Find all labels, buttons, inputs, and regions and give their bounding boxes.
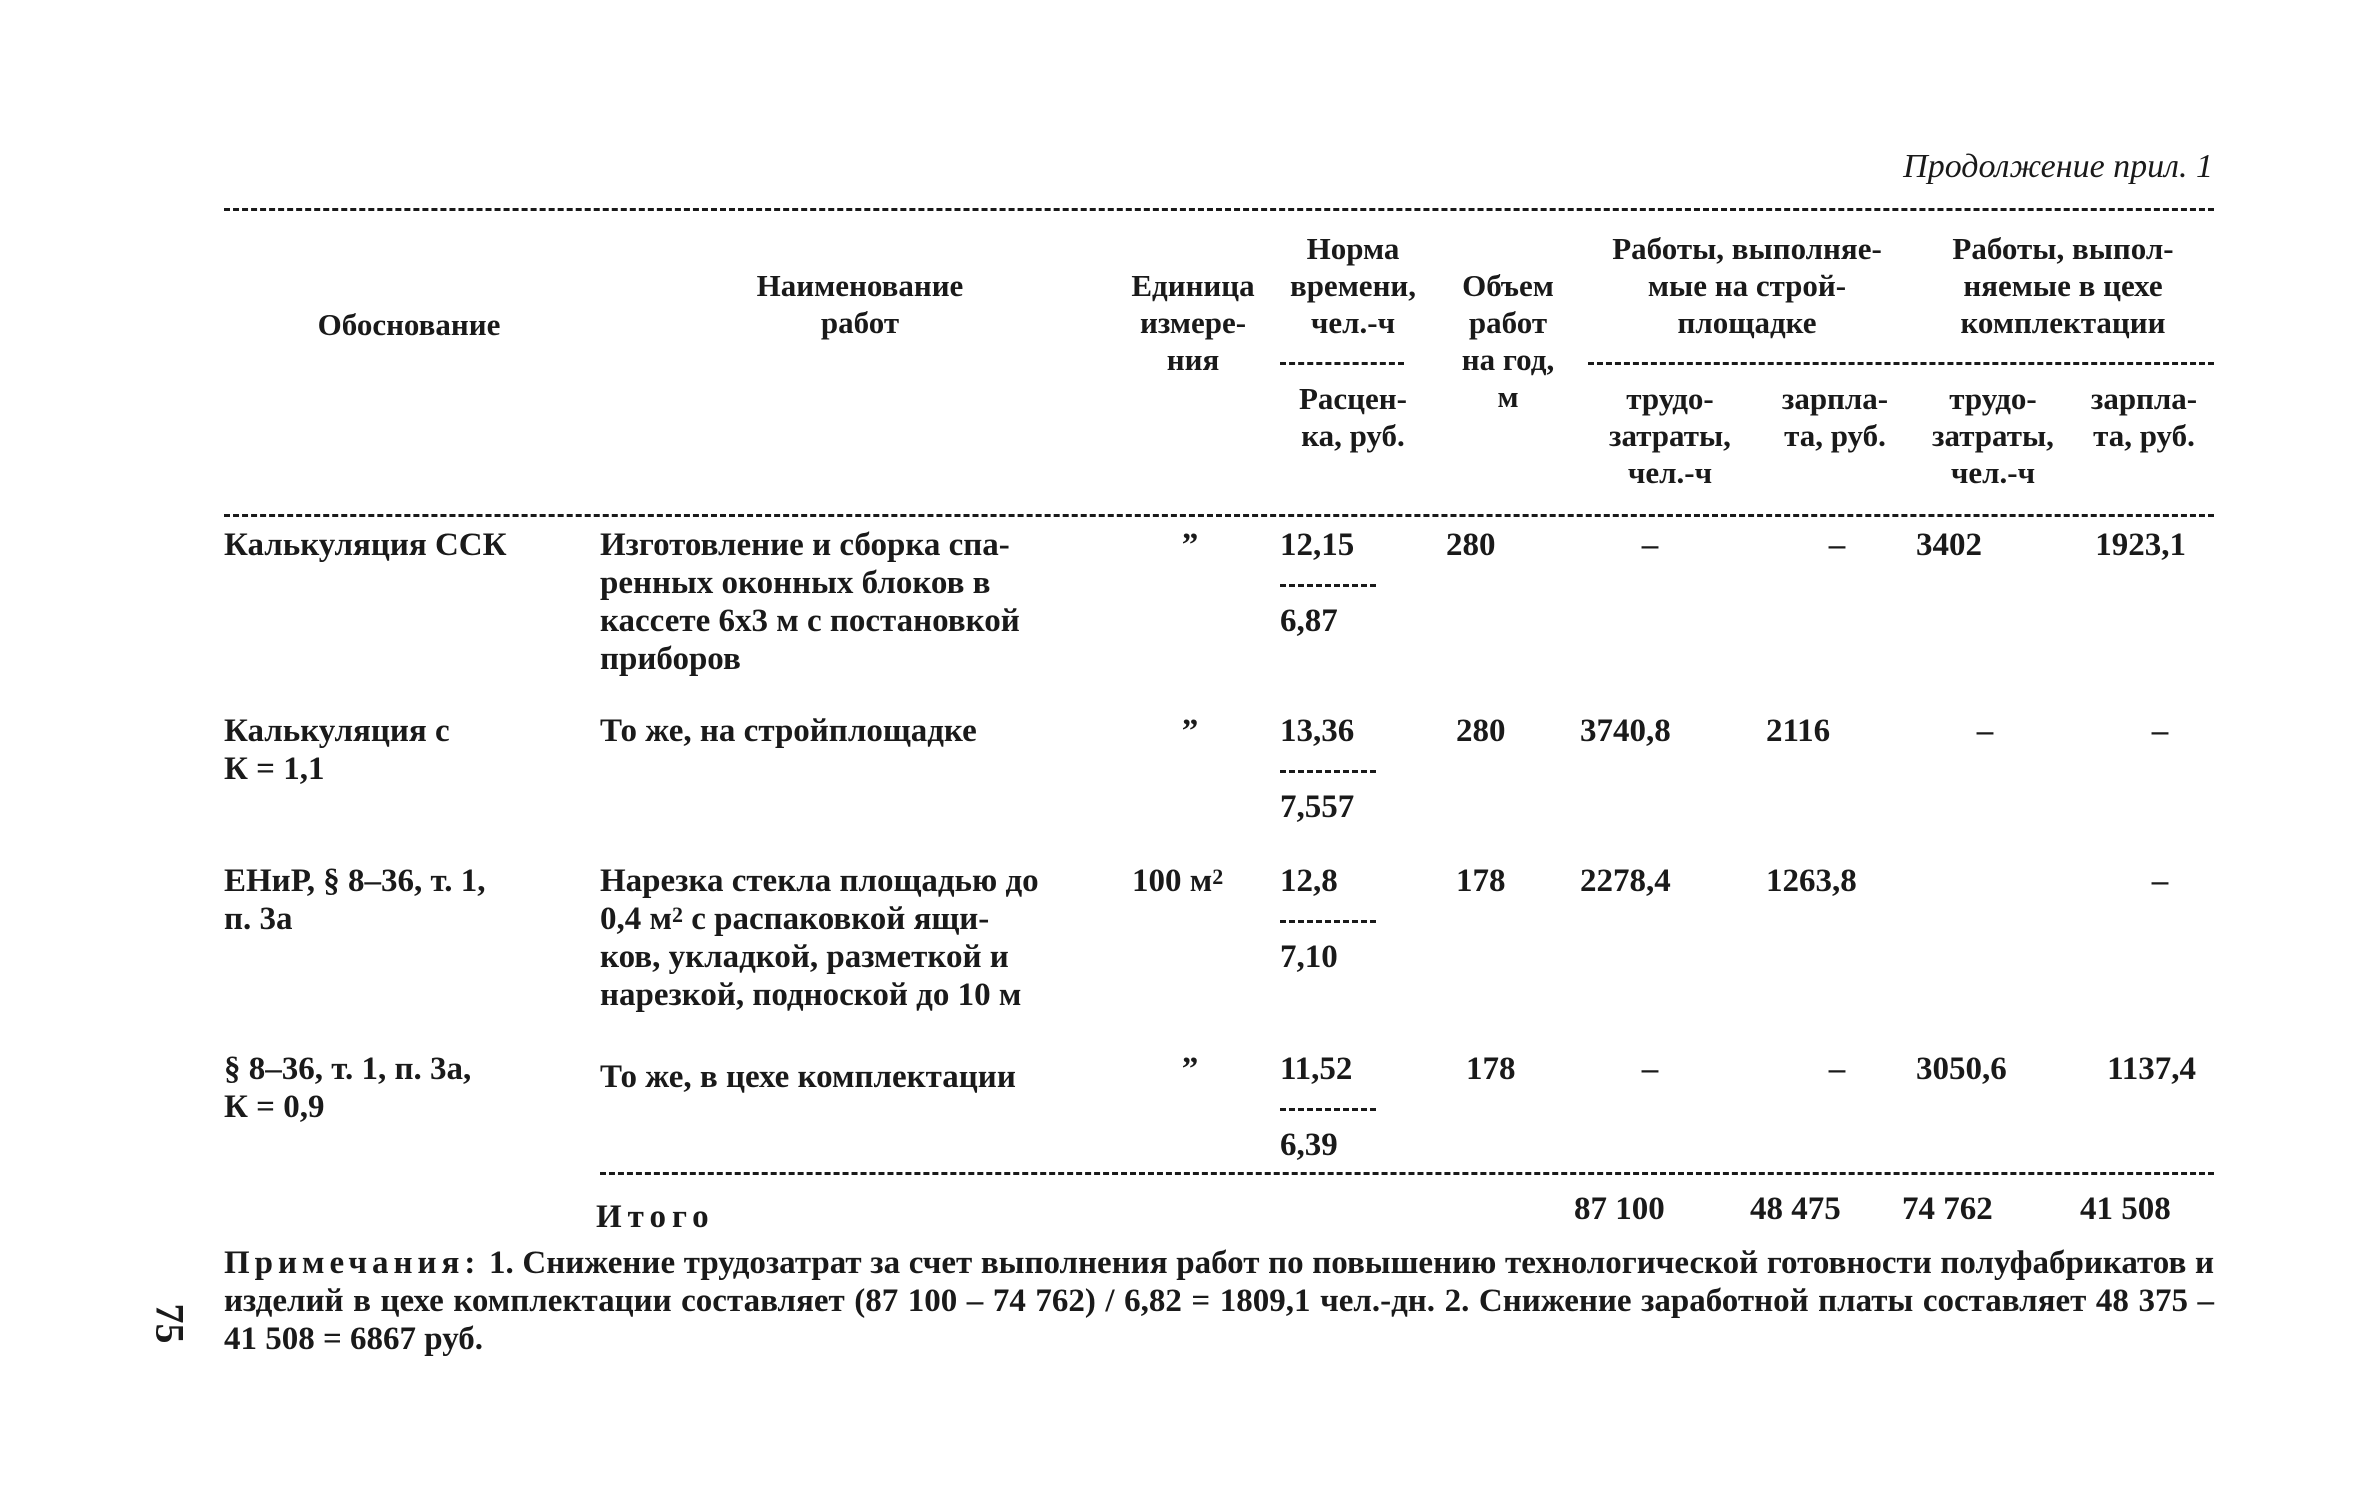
total-shop-labor: 74 762 xyxy=(1902,1191,1993,1227)
table-row-2-fraction-line xyxy=(1280,770,1376,773)
total-label: Итого xyxy=(596,1199,715,1235)
header-shop-group: Работы, выпол- няемые в цехе комплектации xyxy=(1952,231,2174,340)
header-unit: Единица измере- ния xyxy=(1131,268,1255,377)
table-row-4-fraction-line xyxy=(1280,1108,1376,1111)
table-row-2-site-wage: 2116 xyxy=(1766,713,1831,749)
table-row-3-rate: 7,10 xyxy=(1280,939,1338,975)
table-row-2-unit: ” xyxy=(1181,713,1199,749)
page-number: 75 xyxy=(147,1303,193,1344)
table-top-rule xyxy=(224,208,2214,211)
table-row-3-unit-sup: 2 xyxy=(1212,864,1224,889)
table-row-3-name-line-1: Нарезка стекла площадью до xyxy=(600,863,1039,899)
table-row-2-shop-wage: – xyxy=(2151,713,2169,749)
total-rule xyxy=(600,1172,2214,1175)
table-row-1-shop-labor: 3402 xyxy=(1916,527,1982,563)
table-row-3-name-sup: 2 xyxy=(671,902,683,927)
table-row-3-fraction-line xyxy=(1280,920,1376,923)
notes-text: 1. Снижение трудозатрат за счет выполнения работ по повышению технологической готовности полуфабрикатов и изделий в цехе комплектации составляет (87 100 – 74 762) / 6,82 = 1809,1 чел.-дн. 2. Снижение заработной платы составляет 48 375 – 41 508 = 6867 руб. xyxy=(224,1245,2214,1357)
table-row-2-volume: 280 xyxy=(1456,713,1506,749)
table-row-3-site-wage: 1263,8 xyxy=(1766,863,1857,899)
table-row-3-unit-text: 100 м xyxy=(1132,863,1213,899)
table-row-3-name xyxy=(600,862,1120,1014)
header-site-labor: трудо- затраты, чел.-ч xyxy=(1609,381,1731,490)
header-bottom-rule xyxy=(224,514,2214,517)
table-row-3-name-line-2-pre: 0,4 м xyxy=(600,901,672,937)
header-site-wage: зарпла- та, руб. xyxy=(1781,381,1889,453)
table-row-1-fraction-line xyxy=(1280,584,1376,587)
total-site-wage: 48 475 xyxy=(1750,1191,1841,1227)
header-norm-top: Норма времени, чел.-ч xyxy=(1289,231,1417,340)
table-row-4-site-labor: – xyxy=(1641,1051,1659,1087)
header-shop-labor: трудо- затраты, чел.-ч xyxy=(1932,381,2054,490)
table-row-1-name: Изготовление и сборка спа- ренных оконных блоков в кассете 6х3 м с постановкой приборов xyxy=(600,527,1020,677)
header-volume: Объем работ на год, м xyxy=(1461,268,1555,414)
notes-label: Примечания: xyxy=(224,1245,481,1281)
table-row-3-volume: 178 xyxy=(1456,863,1506,899)
table-row-1-shop-wage: 1923,1 xyxy=(2095,527,2186,563)
table-row-3-basis: ЕНиР, § 8–36, т. 1, п. 3а xyxy=(224,863,486,937)
table-row-3-shop-wage: – xyxy=(2151,863,2169,899)
table-row-4-rate: 6,39 xyxy=(1280,1127,1338,1163)
notes-paragraph xyxy=(224,1244,2214,1358)
table-row-1-norm: 12,15 xyxy=(1280,527,1355,563)
table-row-2-rate: 7,557 xyxy=(1280,789,1355,825)
header-site-group: Работы, выполняе- мые на строй- площадке xyxy=(1612,231,1882,340)
table-row-4-basis: § 8–36, т. 1, п. 3а, К = 0,9 xyxy=(224,1051,472,1125)
header-norm-divider xyxy=(1280,362,1404,365)
header-shop-wage: зарпла- та, руб. xyxy=(2090,381,2198,453)
table-row-4-norm: 11,52 xyxy=(1280,1051,1353,1087)
table-row-4-volume: 178 xyxy=(1466,1051,1516,1087)
table-row-4-shop-wage: 1137,4 xyxy=(2107,1051,2196,1087)
table-row-1-basis: Калькуляция ССК xyxy=(224,527,507,563)
header-norm-bottom: Расцен- ка, руб. xyxy=(1298,381,1407,453)
total-site-labor: 87 100 xyxy=(1574,1191,1665,1227)
table-row-3-site-labor: 2278,4 xyxy=(1580,863,1671,899)
table-row-2-site-labor: 3740,8 xyxy=(1580,713,1671,749)
table-row-1-site-labor: – xyxy=(1641,527,1659,563)
table-row-2-name: То же, на стройплощадке xyxy=(600,713,977,749)
header-basis: Обоснование xyxy=(317,307,501,342)
table-row-1-volume: 280 xyxy=(1446,527,1496,563)
table-row-1-site-wage: – xyxy=(1828,527,1846,563)
header-group-divider xyxy=(1588,362,2214,365)
table-row-3-norm: 12,8 xyxy=(1280,863,1338,899)
table-row-2-shop-labor: – xyxy=(1976,713,1994,749)
header-name: Наименование работ xyxy=(756,268,964,340)
table-row-4-site-wage: – xyxy=(1828,1051,1846,1087)
table-row-3-unit xyxy=(1132,862,1282,900)
table-row-3-name-line-2-post: с распаковкой ящи- xyxy=(682,901,990,937)
table-row-1-unit: ” xyxy=(1181,527,1199,563)
continuation-label: Продолжение прил. 1 xyxy=(1903,148,2213,185)
table-row-4-shop-labor: 3050,6 xyxy=(1916,1051,2007,1087)
table-row-2-norm: 13,36 xyxy=(1280,713,1355,749)
table-row-3-name-line-4: нарезкой, подноской до 10 м xyxy=(600,977,1022,1013)
total-shop-wage: 41 508 xyxy=(2080,1191,2171,1227)
table-row-3-name-line-3: ков, укладкой, разметкой и xyxy=(600,939,1009,975)
table-row-1-rate: 6,87 xyxy=(1280,603,1338,639)
table-row-4-unit: ” xyxy=(1181,1051,1199,1087)
table-row-2-basis: Калькуляция с К = 1,1 xyxy=(224,713,450,787)
table-row-4-name: То же, в цехе комплектации xyxy=(600,1059,1016,1095)
